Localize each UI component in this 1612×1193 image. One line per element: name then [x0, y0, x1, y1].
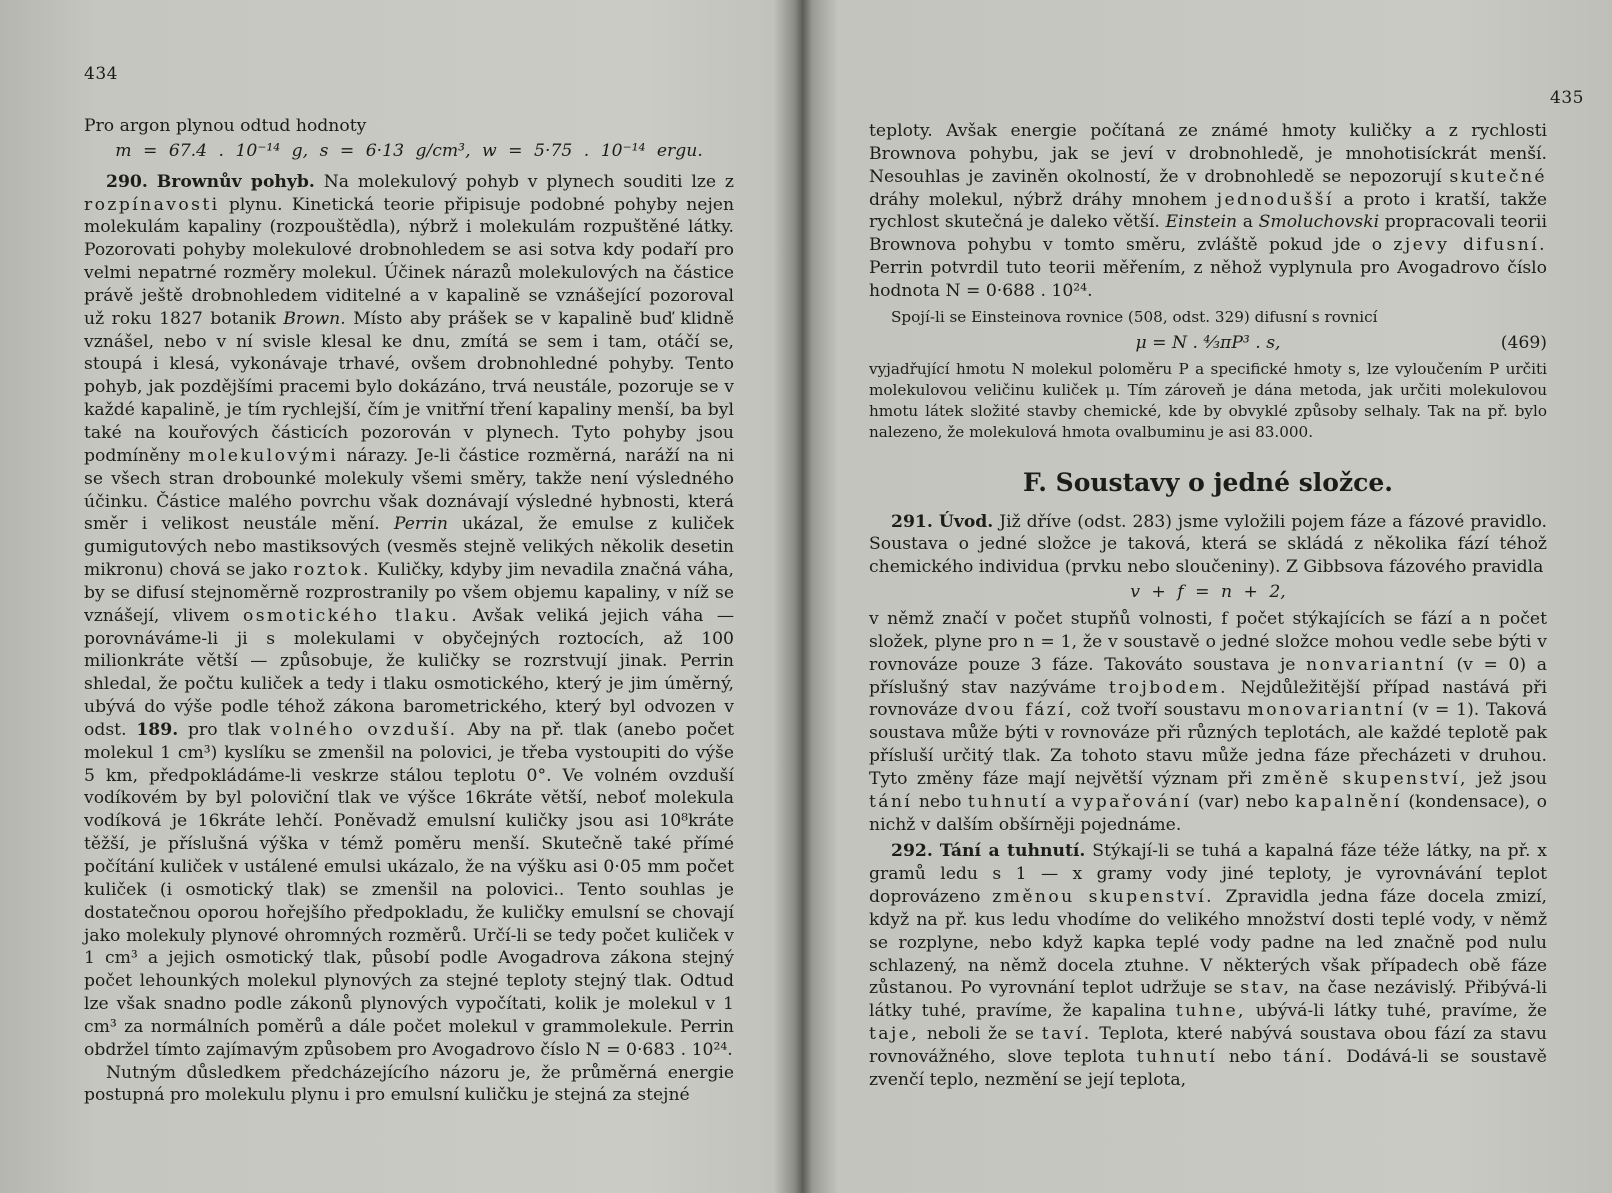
- spaced-term: jednodušší: [1216, 189, 1334, 210]
- spaced-term: stav,: [1240, 978, 1292, 999]
- small-print-line: Spojí-li se Einsteinova rovnice (508, odst. 329) difusní s rovnicí: [891, 307, 1378, 326]
- spaced-term: monovariantní: [1247, 700, 1406, 721]
- spaced-term: rozpínavosti: [84, 194, 220, 215]
- spaced-term: skutečné: [1449, 166, 1547, 187]
- text-run: nebo: [918, 791, 962, 812]
- spaced-term: nonvariantní: [1306, 654, 1446, 675]
- text-run: teploty. Avšak energie počítaná ze známé hmoty kuličky a z rychlosti Brownova pohybu, jak se jeví v drobnohledě, je mnohotisíckrát menší. Nesouhlas je zaviněn okolností, že v drobnohledě se nepozorují: [869, 121, 1547, 187]
- text-run: na čase nezávislý. Přibývá-li látky tuhé, pravíme, že kapalina: [869, 978, 1548, 1022]
- spaced-term: osmotického tlaku.: [243, 605, 460, 626]
- text-run: jež jsou: [1477, 768, 1548, 789]
- text-run: propracovali teorii Brownova pohybu v tomto směru, zvláště pokud jde o: [869, 212, 1548, 256]
- section-292-paragraph: [869, 840, 1547, 1091]
- spaced-term: zjevy difusní.: [1393, 235, 1547, 256]
- text-run: Aby na př. tlak (anebo počet molekul 1 cm³) kyslíku se zmenšil na polovici, je třeba vystoupiti do výše 5 km, předpokládáme-li veskrze stálou teplotu 0°. Ve volném ovzduší vodíkovém by byl poloviční tlak ve výšce 16kráte větší, neboť molekula vodíková je 16kráte lehčí. Poněvadž emulsní kuličky jsou asi 10⁸kráte těžší, je příslušná výška v témž poměru menší. Skutečně také přímé počítání kuliček v ustálené emulsi ukázalo, že na výšku asi 0·05 mm počet kuliček (i osmotický tlak) se zmenšil na polovici.. Tento souhlas je dostatečnou oporou hořejšího předpokladu, že kuličky emulsní se chovají jako molekuly plynové ohromných rozměrů. Určí-li se tedy počet kuliček v 1 cm³ a jejich osmotický tlak, působí podle Avogadrova zákona stejný počet lehounkých molekul plynových za stejné teploty stejný tlak. Odtud lze však snadno podle zákonů plynových vypočítati, kolik je molekul v 1 cm³ za normálních poměrů a dále počet molekul v grammolekule. Perrin obdržel tímto zajímavým způsobem pro Avogadrovo číslo N = 0·683 . 10²⁴.: [84, 719, 735, 1060]
- text-run: v němž značí v počet stupňů volnosti, f počet stýkajících se fází a n počet složek, plyne pro n = 1, že v soustavě o jedné složce mohou vedle sebe býti v rovnováze pouze 3 fáze. Takováto soustava je: [869, 608, 1547, 675]
- text-run: Již dříve (odst. 283) jsme vyložili pojem fáze a fázové pravidlo. Soustava o jedné složce je taková, která se skládá z několika fází téhož chemického individua (prvku nebo sloučeniny). Z Gibbsova fázového pravidla: [869, 511, 1547, 578]
- section-reference: 189.: [136, 719, 179, 740]
- text-run: neboli že se: [926, 1024, 1035, 1045]
- text-run: plynu. Kinetická teorie připisuje podobné pohyby nejen molekulám kapaliny (rozpouštědla), nýbrž i molekulám rozpuštěné látky. Pozorovati pohyby molekulové drobnohledem se asi sotva kdy podaří pro velmi nepatrné rozměry molekul. Účinek nárazů molekulových na částice právě ještě drobnohledem viditelné a v kapalině se vznášející pozoroval už roku 1827 botanik: [84, 194, 735, 329]
- section-title: Úvod.: [938, 511, 994, 532]
- left-text-column: [84, 115, 734, 1107]
- text-run: Dodává-li se soustavě zvenčí teplo, nezmění se její teplota,: [869, 1047, 1547, 1090]
- spaced-term: tuhnutí: [1136, 1047, 1218, 1067]
- left-page: [0, 0, 795, 1193]
- text-run: a: [1242, 212, 1253, 233]
- spaced-term: tání: [869, 791, 913, 812]
- spaced-term: změně skupenství,: [1261, 768, 1468, 789]
- page-number: 435: [1550, 88, 1584, 108]
- text-run: Avšak veliká jejich váha — porovnáváme-li ji s molekulami v obyčejných roztocích, až 100 milionkráte větší — způsobuje, že kuličky se rozrstvují jinak. Perrin shledal, že počtu kuliček a tedy i tlaku osmotického, který je jim úměrný, ubývá do výše podle téhož zákona barometrického, který byl odvozen v odst.: [84, 605, 735, 740]
- section-291-paragraph: [869, 511, 1547, 580]
- text-run: nárazy. Je-li částice rozměrná, naráží na ni se všech stran drobounké molekuly všemi směry, takže není výsledného účinku. Částice malého povrchu však doznávají výsledné hybnosti, která směr i velikost neustále mění.: [84, 445, 734, 535]
- text-run: ubývá-li látky tuhé, pravíme, že: [1255, 1001, 1548, 1022]
- section-number: 290.: [106, 171, 148, 192]
- spaced-term: tání.: [1283, 1047, 1335, 1067]
- text-run: Na molekulový pohyb v plynech souditi lze z: [323, 171, 734, 192]
- spaced-term: vypařování: [1071, 791, 1192, 812]
- text-run: dráhy molekul, nýbrž dráhy mnohem: [869, 189, 1208, 210]
- right-text-column: [869, 120, 1547, 1092]
- argon-values-formula: m = 67.4 . 10⁻¹⁴ g, s = 6·13 g/cm³, w = 5·75 . 10⁻¹⁴ ergu.: [115, 140, 703, 161]
- spaced-term: roztok.: [293, 560, 371, 581]
- text-run: Teplota, které nabývá soustava obou fází za stavu rovnovážného, slove teplota: [869, 1024, 1547, 1067]
- spaced-term: tuhnutí: [967, 791, 1049, 812]
- paragraph: [869, 120, 1547, 303]
- section-title: Tání a tuhnutí.: [939, 841, 1086, 862]
- phase-rule-formula: v + f = n + 2,: [1130, 582, 1286, 603]
- text-run: (kondensace), o nichž v dalším obšírněji pojednáme.: [869, 791, 1547, 835]
- text-run: ukázal, že emulse z kuliček gumigutových nebo mastiksových (vesměs stejně velikých několik desetin mikronu) chová se jako: [84, 514, 734, 581]
- section-number: 292.: [891, 841, 933, 862]
- text-run: Místo aby prášek se v kapalině buď klidně vznášel, nebo v ní svisle klesal ke dnu, zmítá se sem i tam, otáčí se, stoupá i klesá, vykonávaje trhavé, ovšem drobnohledné pohyby. Tento pohyb, jak pozdějšími pracemi bylo dokázáno, trvá neustále, pozoruje se v každé kapalině, je tím rychlejší, čím je vnitřní tření kapaliny menší, ba byl také na kouřových částicích pozorován v plynech. Tyto pohyby jsou podmíněny: [84, 308, 734, 466]
- text-run: což tvoří soustavu: [1080, 700, 1241, 721]
- name-smoluchovski: Smoluchovski: [1258, 212, 1380, 233]
- spaced-term: trojbodem.: [1108, 677, 1228, 698]
- equation-number: (469): [1500, 332, 1547, 353]
- spaced-term: kapalnění: [1295, 791, 1402, 812]
- equation-469: [869, 332, 1547, 355]
- name-brown: Brown.: [283, 308, 346, 329]
- text-run: a proto i kratší, takže rychlost skutečná je daleko větší.: [869, 189, 1547, 233]
- intro-line: Pro argon plynou odtud hodnoty: [84, 116, 367, 136]
- paragraph: [869, 608, 1547, 836]
- spaced-term: volného ovzduší.: [270, 719, 458, 740]
- text-run: Kuličky, kdyby jim nevadila značná váha, by se difusí stejnoměrně rozprostranily po všem objemu kapaliny, v níž se vznášejí, vlivem: [84, 560, 735, 626]
- spaced-term: změnou skupenství.: [992, 887, 1214, 908]
- spaced-term: taví.: [1041, 1024, 1092, 1045]
- text-run: a: [1054, 791, 1066, 812]
- section-290-paragraph: [84, 171, 734, 1062]
- equation-text: μ = N . ⁴⁄₃πP³ . s,: [1135, 332, 1281, 353]
- chapter-heading: F. Soustavy o jedné složce.: [1023, 467, 1393, 497]
- text-run: Stýkají-li se tuhá a kapalná fáze téže látky, na př. x gramů ledu s 1 — x gramy vody jiné teploty, je vyrovnávání teplot doprovázeno: [869, 841, 1547, 908]
- text-run: (v = 0) a příslušný stav nazýváme: [869, 654, 1547, 698]
- paragraph: Nutným důsledkem předcházejícího názoru je, že průměrná energie postupná pro molekulu plynu i pro emulsní kuličku je stejná za stejné: [84, 1062, 734, 1106]
- spaced-term: molekulovými: [188, 445, 339, 466]
- text-run: (var) nebo: [1197, 791, 1289, 812]
- text-run: nebo: [1228, 1047, 1272, 1067]
- spaced-term: tuhne,: [1175, 1001, 1246, 1022]
- section-title: Brownův pohyb.: [156, 171, 315, 192]
- name-perrin: Perrin: [393, 514, 448, 535]
- text-run: pro tlak: [187, 719, 261, 740]
- spaced-term: taje,: [869, 1024, 920, 1045]
- section-number: 291.: [891, 511, 933, 532]
- text-run: Zpravidla jedna fáze docela zmizí, když na př. kus ledu vhodíme do velikého množství dosti teplé vody, v němž se rozplyne, nebo když kapka teplé vody padne na led značně pod nulu schlazený, na němž docela ztuhne. V některých však případech obě fáze zůstanou. Po vyrovnání teplot udržuje se: [869, 887, 1548, 999]
- text-run: Perrin potvrdil tuto teorii měřením, z něhož vyplynula pro Avogadrovo číslo hodnota N = 0·688 . 10²⁴.: [869, 258, 1547, 301]
- text-run: Nejdůležitější případ nastává při rovnováze: [869, 677, 1548, 721]
- small-print-paragraph: vyjadřující hmotu N molekul poloměru P a specifické hmoty s, lze vyloučením P určiti molekulovou veličinu kuliček μ. Tím zároveň je dána metoda, jak určiti molekulovou hmotu látek složité stavby chemické, kde by obvyklé způsoby selhaly. Tak na př. bylo nalezeno, že molekulová hmota ovalbuminu je asi 83.000.: [869, 359, 1547, 441]
- page-number: 434: [84, 64, 118, 84]
- right-page: [805, 0, 1612, 1193]
- spaced-term: dvou fází,: [964, 700, 1075, 721]
- name-einstein: Einstein: [1165, 212, 1238, 233]
- text-run: (v = 1). Taková soustava může býti v rovnováze při různých teplotách, ale každé teplotě pak přísluší určitý tlak. Za tohoto stavu může jedna fáze přecházeti v druhou. Tyto změny fáze mají největší význam při: [869, 700, 1548, 789]
